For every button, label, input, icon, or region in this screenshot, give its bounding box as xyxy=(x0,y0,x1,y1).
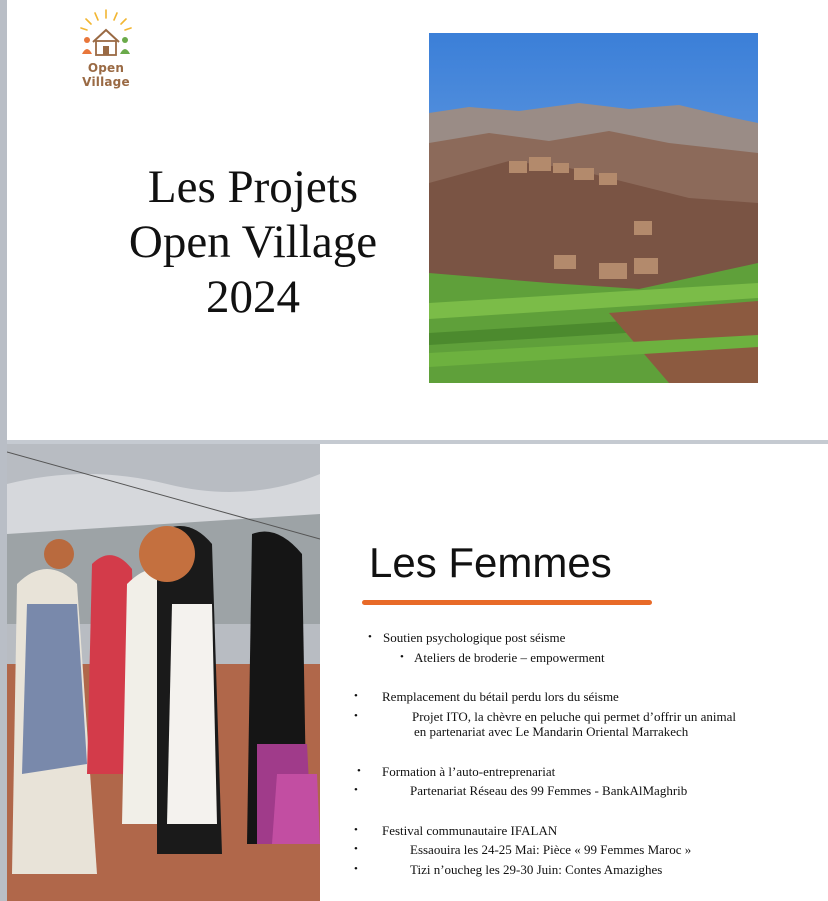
bullet-marker: • xyxy=(354,784,358,796)
bullet-marker: • xyxy=(354,824,358,836)
sun-house-icon xyxy=(65,6,147,62)
list-item: Remplacement du bétail perdu lors du séisme xyxy=(382,689,619,704)
bullet-marker: • xyxy=(354,843,358,855)
slide-women xyxy=(7,444,828,901)
heading-underline xyxy=(362,600,652,605)
bullet-marker: • xyxy=(354,863,358,875)
village-landscape-photo xyxy=(429,33,758,383)
list-item: Ateliers de broderie – empowerment xyxy=(414,650,605,665)
list-item: Soutien psychologique post séisme xyxy=(383,630,566,645)
list-item: Essaouira les 24-25 Mai: Pièce « 99 Femmes Maroc » xyxy=(410,842,692,857)
list-item: Projet ITO, la chèvre en peluche qui permet d’offrir un animal xyxy=(412,709,737,724)
logo-text: Open Village xyxy=(82,61,130,89)
open-village-logo xyxy=(65,6,147,89)
bullet-marker: • xyxy=(354,710,358,722)
list-item: Tizi n’oucheg les 29-30 Juin: Contes Amazighes xyxy=(410,862,663,877)
bullet-marker: • xyxy=(354,690,358,702)
title-line-3: 2024 xyxy=(206,271,300,323)
left-edge-rule xyxy=(0,0,7,901)
bullet-marker: • xyxy=(357,765,361,777)
list-item: Festival communautaire IFALAN xyxy=(382,823,558,838)
women-group-photo xyxy=(7,444,320,901)
title-line-2: Open Village xyxy=(128,216,378,268)
list-item: Formation à l’auto-entreprenariat xyxy=(382,764,556,779)
list-item: Partenariat Réseau des 99 Femmes - BankAlMaghrib xyxy=(410,783,688,798)
slide-title-text xyxy=(97,160,409,325)
bullet-marker: • xyxy=(400,651,404,663)
bullet-marker: • xyxy=(368,631,372,643)
list-item: en partenariat avec Le Mandarin Oriental Marrakech xyxy=(414,724,689,739)
slide-title xyxy=(7,0,828,440)
slide-heading: Les Femmes xyxy=(369,539,612,586)
title-line-1: Les Projets xyxy=(147,161,359,213)
